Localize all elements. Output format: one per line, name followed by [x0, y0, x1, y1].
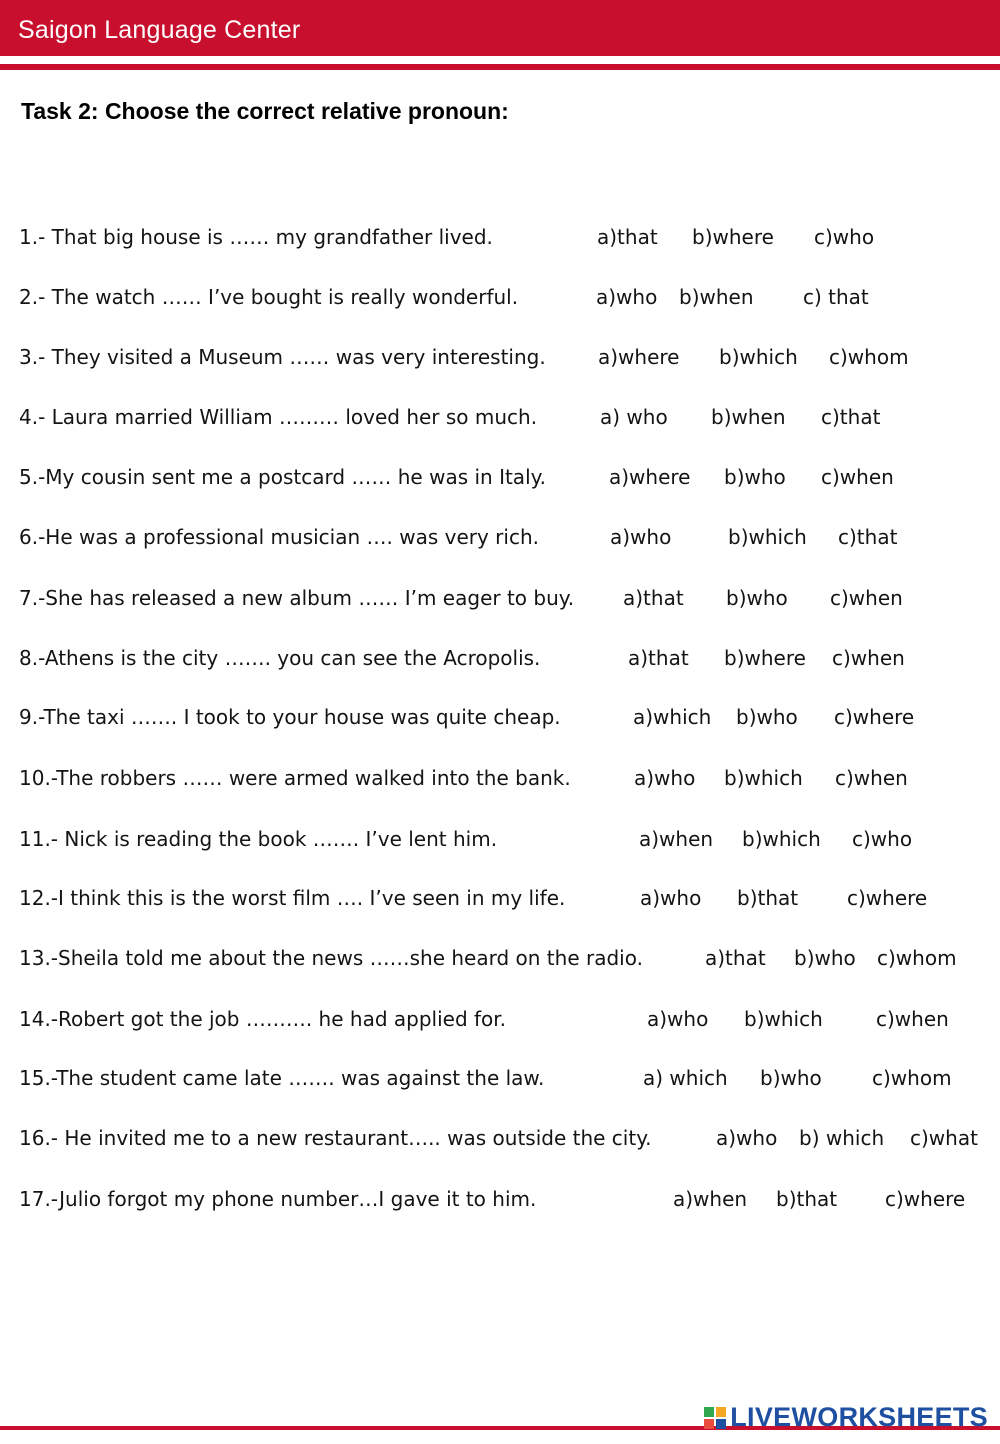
- question-text: 6.-He was a professional musician …. was very rich.: [19, 525, 539, 549]
- option-a[interactable]: a)who: [640, 886, 702, 910]
- option-a[interactable]: a)who: [647, 1007, 709, 1031]
- option-c[interactable]: c)what: [910, 1126, 978, 1150]
- question-row: [0, 878, 1000, 918]
- question-row: [0, 217, 1000, 257]
- option-b[interactable]: b)who: [724, 465, 786, 489]
- option-b[interactable]: b)when: [711, 405, 786, 429]
- question-row: [0, 697, 1000, 737]
- option-a[interactable]: a)who: [634, 766, 696, 790]
- option-c[interactable]: c)whom: [877, 946, 957, 970]
- option-c[interactable]: c)who: [852, 827, 913, 851]
- option-b[interactable]: b)which: [742, 827, 821, 851]
- option-c[interactable]: c)whom: [829, 345, 909, 369]
- option-c[interactable]: c)where: [834, 705, 915, 729]
- question-text: 2.- The watch …… I’ve bought is really wonderful.: [19, 285, 519, 309]
- option-c[interactable]: c)where: [847, 886, 928, 910]
- question-text: 9.-The taxi ……. I took to your house was quite cheap.: [19, 705, 561, 729]
- question-row: [0, 397, 1000, 437]
- option-c[interactable]: c) that: [803, 285, 869, 309]
- option-b[interactable]: b)who: [760, 1066, 822, 1090]
- option-b[interactable]: b)that: [737, 886, 799, 910]
- liveworksheets-watermark: [704, 1402, 988, 1433]
- question-row: [0, 1058, 1000, 1098]
- option-c[interactable]: c)whom: [872, 1066, 952, 1090]
- question-text: 11.- Nick is reading the book ……. I’ve lent him.: [19, 827, 498, 851]
- question-text: 14.-Robert got the job ………. he had applied for.: [19, 1007, 507, 1031]
- question-text: 13.-Sheila told me about the news ……she heard on the radio.: [19, 946, 643, 970]
- option-a[interactable]: a)that: [597, 225, 658, 249]
- header-divider: [0, 64, 1000, 70]
- question-text: 5.-My cousin sent me a postcard …… he was in Italy.: [19, 465, 546, 489]
- option-b[interactable]: b)who: [726, 586, 788, 610]
- option-b[interactable]: b)where: [692, 225, 774, 249]
- option-a[interactable]: a)where: [598, 345, 680, 369]
- option-b[interactable]: b)where: [724, 646, 806, 670]
- question-row: [0, 277, 1000, 317]
- option-a[interactable]: a)when: [639, 827, 714, 851]
- option-c[interactable]: c)when: [835, 766, 908, 790]
- question-row: [0, 819, 1000, 859]
- option-a[interactable]: a)that: [705, 946, 766, 970]
- option-a[interactable]: a)who: [596, 285, 658, 309]
- question-row: [0, 337, 1000, 377]
- option-b[interactable]: b)which: [728, 525, 807, 549]
- question-row: [0, 1179, 1000, 1219]
- option-c[interactable]: c)that: [821, 405, 881, 429]
- option-b[interactable]: b)which: [719, 345, 798, 369]
- option-b[interactable]: b)who: [794, 946, 856, 970]
- option-a[interactable]: a)who: [716, 1126, 778, 1150]
- question-text: 15.-The student came late ……. was against the law.: [19, 1066, 545, 1090]
- question-row: [0, 758, 1000, 798]
- option-b[interactable]: b)when: [679, 285, 754, 309]
- question-text: 16.- He invited me to a new restaurant….. was outside the city.: [19, 1126, 652, 1150]
- option-b[interactable]: b)who: [736, 705, 798, 729]
- option-c[interactable]: c)where: [885, 1187, 966, 1211]
- question-text: 1.- That big house is …… my grandfather lived.: [19, 225, 493, 249]
- option-a[interactable]: a)when: [673, 1187, 748, 1211]
- header-bar: [0, 0, 1000, 56]
- liveworksheets-logo-icon: [704, 1407, 726, 1429]
- question-text: 7.-She has released a new album …… I’m eager to buy.: [19, 586, 575, 610]
- option-b[interactable]: b)that: [776, 1187, 838, 1211]
- question-text: 8.-Athens is the city ……. you can see the Acropolis.: [19, 646, 541, 670]
- header-title: Saigon Language Center: [18, 16, 301, 44]
- option-c[interactable]: c)that: [838, 525, 898, 549]
- question-row: [0, 1118, 1000, 1158]
- question-row: [0, 457, 1000, 497]
- question-text: 10.-The robbers …… were armed walked into the bank.: [19, 766, 571, 790]
- option-c[interactable]: c)who: [814, 225, 875, 249]
- option-c[interactable]: c)when: [876, 1007, 949, 1031]
- option-c[interactable]: c)when: [821, 465, 894, 489]
- question-row: [0, 638, 1000, 678]
- option-b[interactable]: b)which: [724, 766, 803, 790]
- question-text: 12.-I think this is the worst film …. I’ve seen in my life.: [19, 886, 566, 910]
- question-text: 4.- Laura married William ……… loved her so much.: [19, 405, 538, 429]
- question-row: [0, 578, 1000, 618]
- option-a[interactable]: a)that: [628, 646, 689, 670]
- option-b[interactable]: b)which: [744, 1007, 823, 1031]
- option-a[interactable]: a)which: [633, 705, 712, 729]
- watermark-text: LIVEWORKSHEETS: [730, 1402, 988, 1432]
- option-a[interactable]: a)that: [623, 586, 684, 610]
- question-row: [0, 999, 1000, 1039]
- task-title: Task 2: Choose the correct relative pronoun:: [21, 98, 509, 124]
- option-a[interactable]: a)where: [609, 465, 691, 489]
- option-a[interactable]: a) which: [643, 1066, 728, 1090]
- question-text: 17.-Julio forgot my phone number…I gave it to him.: [19, 1187, 537, 1211]
- option-c[interactable]: c)when: [830, 586, 903, 610]
- question-text: 3.- They visited a Museum …… was very interesting.: [19, 345, 546, 369]
- option-a[interactable]: a)who: [610, 525, 672, 549]
- option-a[interactable]: a) who: [600, 405, 668, 429]
- option-b[interactable]: b) which: [799, 1126, 885, 1150]
- option-c[interactable]: c)when: [832, 646, 905, 670]
- question-row: [0, 938, 1000, 978]
- question-row: [0, 517, 1000, 557]
